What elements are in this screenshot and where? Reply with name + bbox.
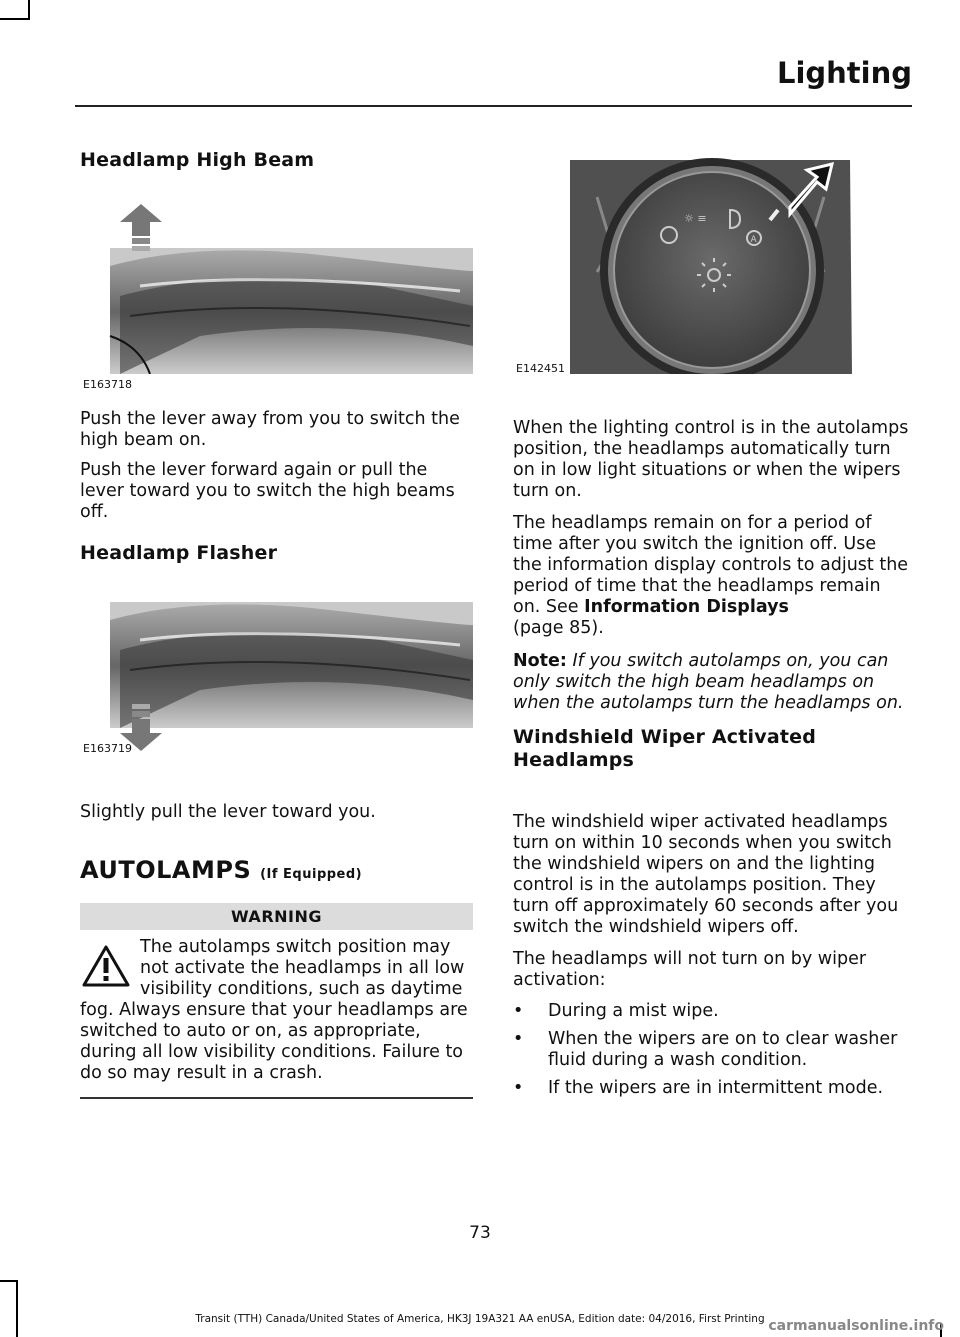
note-label: Note:: [513, 651, 567, 671]
header-divider: [75, 105, 912, 107]
autolamps-title: AUTOLAMPS: [80, 856, 252, 884]
list-item: During a mist wipe.: [548, 1001, 719, 1021]
crop-mark: [16, 1280, 18, 1337]
warning-body: The autolamps switch position may not activate the headlamps in all low visibility conditions, such as daytime fog. Always ensure that your headlamps are switched to auto or on, as appropriate, during all low visibility conditions. Failure to do so may result in a crash.: [80, 937, 468, 1083]
page-title: Lighting: [776, 56, 912, 90]
figure-high-beam: [80, 196, 473, 374]
paragraph: [513, 513, 910, 639]
page-reference: (page 85).: [513, 618, 604, 638]
note-text: If you switch autolamps on, you can only switch the high beam headlamps on when the autolamps turn the headlamps on.: [513, 651, 904, 713]
section-heading-wiper-headlamps: Windshield Wiper Activated Headlamps: [513, 726, 817, 771]
crop-mark: [0, 18, 30, 20]
warning-divider: [80, 1097, 473, 1099]
watermark: carmanualsonline.info: [768, 1318, 944, 1334]
paragraph: The headlamps will not turn on by wiper activation:: [513, 949, 867, 990]
bullet-marker: •: [513, 1078, 524, 1098]
paragraph: Push the lever forward again or pull the lever toward you to switch the high beams off.: [80, 460, 455, 522]
page-number: 73: [469, 1223, 491, 1243]
list-item: If the wipers are in intermittent mode.: [548, 1078, 884, 1098]
lever-push-illustration: [80, 196, 473, 374]
figure-id: E163719: [83, 742, 132, 755]
bullet-marker: •: [513, 1001, 524, 1021]
up-arrow-icon: [120, 204, 162, 251]
crop-mark: [28, 0, 30, 20]
bullet-marker: •: [513, 1029, 524, 1049]
paragraph: Push the lever away from you to switch the high beam on.: [80, 409, 460, 450]
section-heading-flasher: Headlamp Flasher: [80, 542, 278, 564]
paragraph: When the lighting control is in the autolamps position, the headlamps automatically turn on in low light situations or when the wipers turn on.: [513, 418, 909, 501]
paragraph-text: The headlamps remain on for a period of time after you switch the ignition off. Use the information display controls to adjust the period of time that the headlamps remain on. See: [513, 513, 909, 617]
warning-text: [80, 937, 475, 1084]
paragraph: Slightly pull the lever toward you.: [80, 802, 376, 822]
parking-lamp-icon: [684, 212, 707, 225]
footer-edition: Transit (TTH) Canada/United States of America, HK3J 19A321 AA enUSA, Edition date: 04/2016, First Printing: [195, 1313, 765, 1325]
figure-id: E142451: [516, 362, 565, 375]
list-item: When the wipers are on to clear washer fluid during a wash condition.: [548, 1029, 898, 1070]
section-heading-autolamps: [80, 856, 362, 884]
svg-text:A: A: [750, 235, 757, 245]
figure-id: E163718: [83, 378, 132, 391]
lever-pull-illustration: [80, 600, 473, 760]
paragraph: The windshield wiper activated headlamps turn on within 10 seconds when you switch the windshield wipers on and the lighting control is in the autolamps position. They turn off approximately 60 seconds after you switch the windshield wipers off.: [513, 812, 899, 937]
section-heading-high-beam: Headlamp High Beam: [80, 149, 315, 171]
if-equipped-label: (If Equipped): [260, 867, 363, 882]
icon-spacer: [80, 937, 140, 1000]
note: [513, 651, 910, 714]
figure-flasher: [80, 600, 473, 760]
svg-text:☼ ≡: ☼ ≡: [684, 212, 707, 225]
figure-lighting-control: [512, 152, 909, 374]
headlamp-switch-illustration: [512, 152, 909, 374]
warning-label: WARNING: [80, 903, 473, 930]
cross-reference-link[interactable]: Information Displays: [584, 597, 789, 617]
